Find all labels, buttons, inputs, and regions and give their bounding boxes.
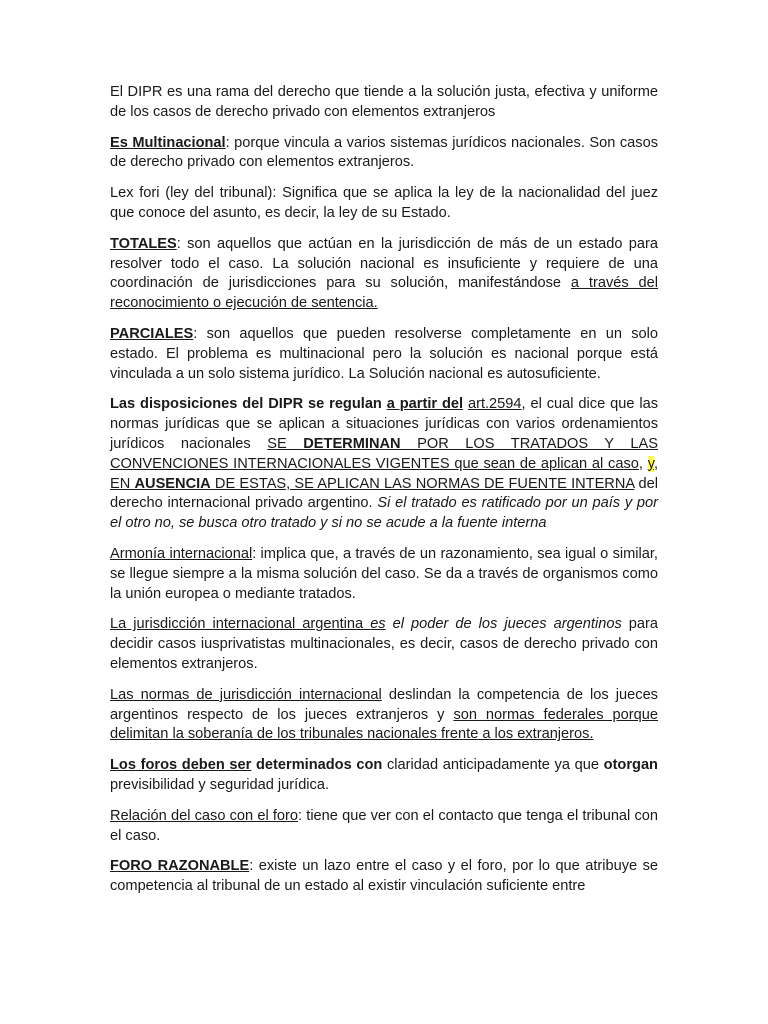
paragraph-lex-fori: Lex fori (ley del tribunal): Significa que se aplica la ley de la nacionalidad del juez que conoce del asunto, es decir, la ley de su Estado. — [110, 185, 658, 221]
paragraph-relacion: Relación del caso con el foro: tiene que ver con el contacto que tenga el tribunal con el caso. — [110, 807, 658, 844]
paragraph-jurisdiccion: La jurisdicción internacional argentina es el poder de los jueces argentinos para decidir casos iusprivatistas multinacionales, es decir, casos de derecho privado con elementos extranjeros. — [110, 616, 658, 672]
paragraph-foro-razonable: FORO RAZONABLE: existe un lazo entre el caso y el foro, por lo que atribuye se competencia al tribunal de un estado al existir vinculación suficiente entre — [110, 858, 658, 895]
paragraph-dipr-definition: El DIPR es una rama del derecho que tiende a la solución justa, efectiva y uniforme de los casos de derecho privado con elementos extranjeros — [110, 84, 658, 120]
term-foros: Los foros deben ser — [110, 757, 252, 774]
paragraph-foros: Los foros deben ser determinados con claridad anticipadamente ya que otorgan previsibilidad y seguridad jurídica. — [110, 757, 658, 793]
paragraph-disposiciones: Las disposiciones del DIPR se regulan a partir del art.2594, el cual dice que las normas jurídicas que se aplican a situaciones jurídicas con varios ordenamientos jurídicos nacionales SE DETERMINAN POR LOS TRATADOS Y LAS CONVENCIONES INTERNACIONALES VIGENTES que sean de aplican al caso, y, EN AUSENCIA DE ESTAS, SE APLICAN LAS NORMAS DE FUENTE INTERNA del derecho internacional privado argentino. Si el tratado es ratificado por un país y por el otro no, se busca otro tratado y si no se acude a la fuente interna — [110, 396, 659, 532]
term-totales: TOTALES — [110, 235, 177, 252]
term-relacion: Relación del caso con el foro — [110, 807, 299, 824]
paragraph-totales: TOTALES: son aquellos que actúan en la jurisdicción de más de un estado para resolver todo el caso. La solución nacional es insuficiente y requiere de una coordinación de jurisdicciones para su solución, manifestándose a través del reconocimiento o ejecución de sentencia. — [110, 235, 658, 312]
paragraph-parciales: PARCIALES: son aquellos que pueden resolverse completamente en un solo estado. El problema es multinacional pero la solución es nacional porque está vinculada a un solo sistema jurídico. La Solución nacional es autosuficiente. — [110, 325, 658, 382]
highlighted-word: y — [647, 455, 654, 472]
paragraph-armonia: Armonía internacional: implica que, a través de un razonamiento, sea igual o similar, se llegue siempre a la misma solución del caso. Se da a través de organismos como la unión europea o mediante tratados. — [110, 545, 658, 602]
term-foro-razonable: FORO RAZONABLE — [110, 858, 250, 875]
term-armonia: Armonía internacional — [110, 545, 253, 562]
paragraph-multinacional: Es Multinacional: porque vincula a varios sistemas jurídicos nacionales. Son casos de derecho privado con elementos extranjeros. — [110, 134, 658, 171]
term-normas: Las normas de jurisdicción internacional — [110, 686, 382, 703]
term-multinacional: Es Multinacional — [110, 134, 226, 151]
term-parciales: PARCIALES — [110, 325, 194, 342]
article-reference: art.2594 — [467, 396, 522, 413]
paragraph-normas-jurisdiccion: Las normas de jurisdicción internacional deslindan la competencia de los jueces argentinos respecto de los jueces extranjeros y son normas federales porque delimitan la soberanía de los tribunales nacionales frente a los extranjeros. — [110, 686, 658, 743]
